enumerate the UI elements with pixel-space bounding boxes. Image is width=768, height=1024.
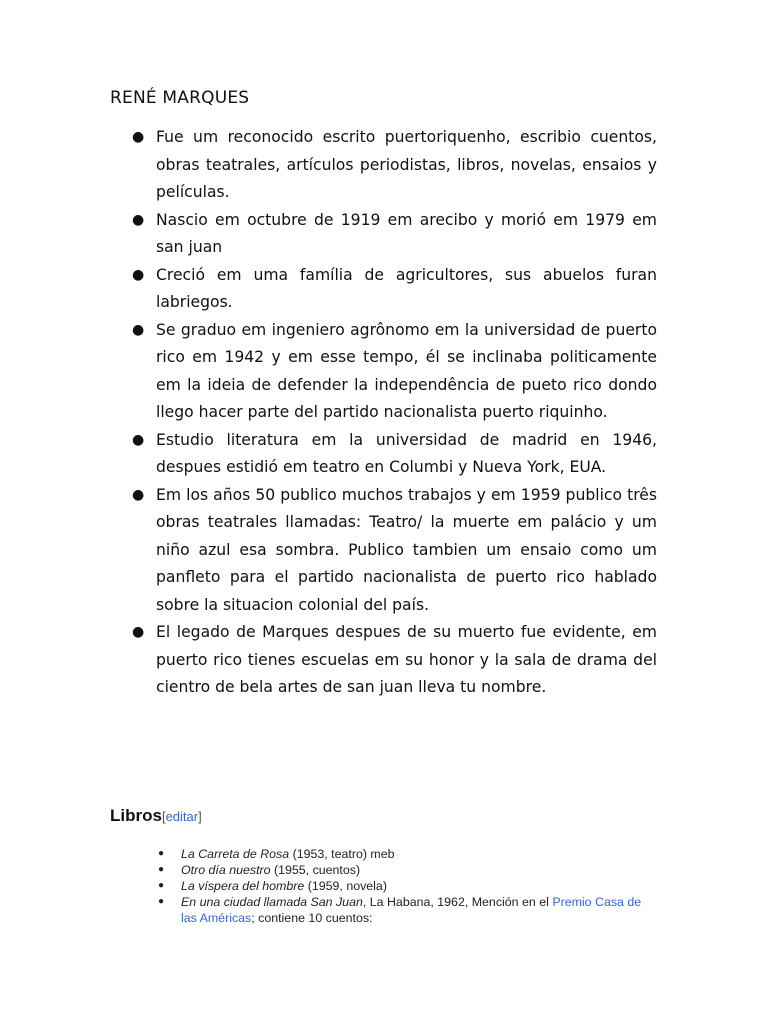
- book-item: [158, 878, 651, 894]
- bullet-icon: ●: [132, 431, 145, 448]
- bio-item-text: Nascio em octubre de 1919 em arecibo y morió em 1979 em san juan: [156, 210, 657, 256]
- libros-heading: [110, 806, 202, 826]
- book-title: La Carreta de Rosa: [181, 847, 290, 861]
- book-title: Otro día nuestro: [181, 863, 271, 877]
- bullet-icon: ●: [158, 896, 165, 907]
- bio-item: [132, 262, 657, 317]
- bullet-icon: ●: [132, 486, 145, 503]
- bio-item-text: El legado de Marques despues de su muerto fue evidente, em puerto rico tienes escuelas em su honor y la sala de drama del cientro de bela artes de san juan lleva tu nombre.: [156, 623, 657, 696]
- edit-bracket-open: [: [161, 809, 166, 824]
- bio-item: [132, 482, 657, 620]
- bio-item: [132, 619, 657, 702]
- libros-heading-text: Libros: [110, 806, 162, 825]
- bio-item-text: Estudio literatura em la universidad de madrid en 1946, despues estidió em teatro en Columbi y Nueva York, EUA.: [156, 430, 657, 476]
- book-item: [158, 894, 651, 926]
- bullet-icon: ●: [132, 211, 145, 228]
- book-detail: (1953, teatro) meb: [289, 847, 395, 861]
- bio-item: [132, 427, 657, 482]
- bio-item-text: Se graduo em ingeniero agrônomo em la universidad de puerto rico em 1942 y em esse tempo, él se inclinaba politicamente em la ideia de defender la independência de pueto rico dondo llego hacer parte del partido nacionalista puerto riquinho.: [156, 320, 657, 421]
- bio-item: [132, 207, 657, 262]
- biography-list: [132, 124, 657, 702]
- book-detail: , La Habana, 1962, Mención en el: [362, 895, 553, 909]
- book-detail-after: ; contiene 10 cuentos:: [251, 911, 373, 925]
- book-title: En una ciudad llamada San Juan: [181, 895, 363, 909]
- book-list: [158, 846, 651, 926]
- document-title: RENÉ MARQUES: [110, 88, 250, 108]
- book-title: La víspera del hombre: [181, 879, 305, 893]
- edit-bracket-close: ]: [198, 809, 202, 824]
- bio-item-text: Em los años 50 publico muchos trabajos y em 1959 publico três obras teatrales llamadas: Teatro/ la muerte em palácio y um niño azul esa sombra. Publico tambien um ensaio como um panfleto para el partido nacionalista de puerto rico hablado sobre la situacion colonial del país.: [156, 485, 657, 614]
- book-detail: (1959, novela): [304, 879, 387, 893]
- bullet-icon: ●: [132, 624, 145, 640]
- bullet-icon: ●: [158, 848, 165, 859]
- bullet-icon: ●: [132, 266, 145, 283]
- book-item: [158, 862, 651, 878]
- edit-link[interactable]: editar: [165, 809, 199, 824]
- premio-casa-americas-link[interactable]: Premio Casa de las Américas: [181, 895, 642, 925]
- bullet-icon: ●: [158, 864, 165, 875]
- bullet-icon: ●: [132, 321, 145, 338]
- bio-item-text: Fue um reconocido escrito puertoriquenho, escribio cuentos, obras teatrales, artículos periodistas, libros, novelas, ensaios y películas.: [156, 128, 657, 201]
- bio-item: [132, 124, 657, 207]
- bio-item-text: Creció em uma família de agricultores, sus abuelos furan labriegos.: [156, 265, 657, 311]
- book-detail: (1955, cuentos): [270, 863, 361, 877]
- book-item: [158, 846, 651, 862]
- bullet-icon: ●: [158, 880, 165, 891]
- bullet-icon: ●: [132, 129, 145, 145]
- bio-item: [132, 317, 657, 427]
